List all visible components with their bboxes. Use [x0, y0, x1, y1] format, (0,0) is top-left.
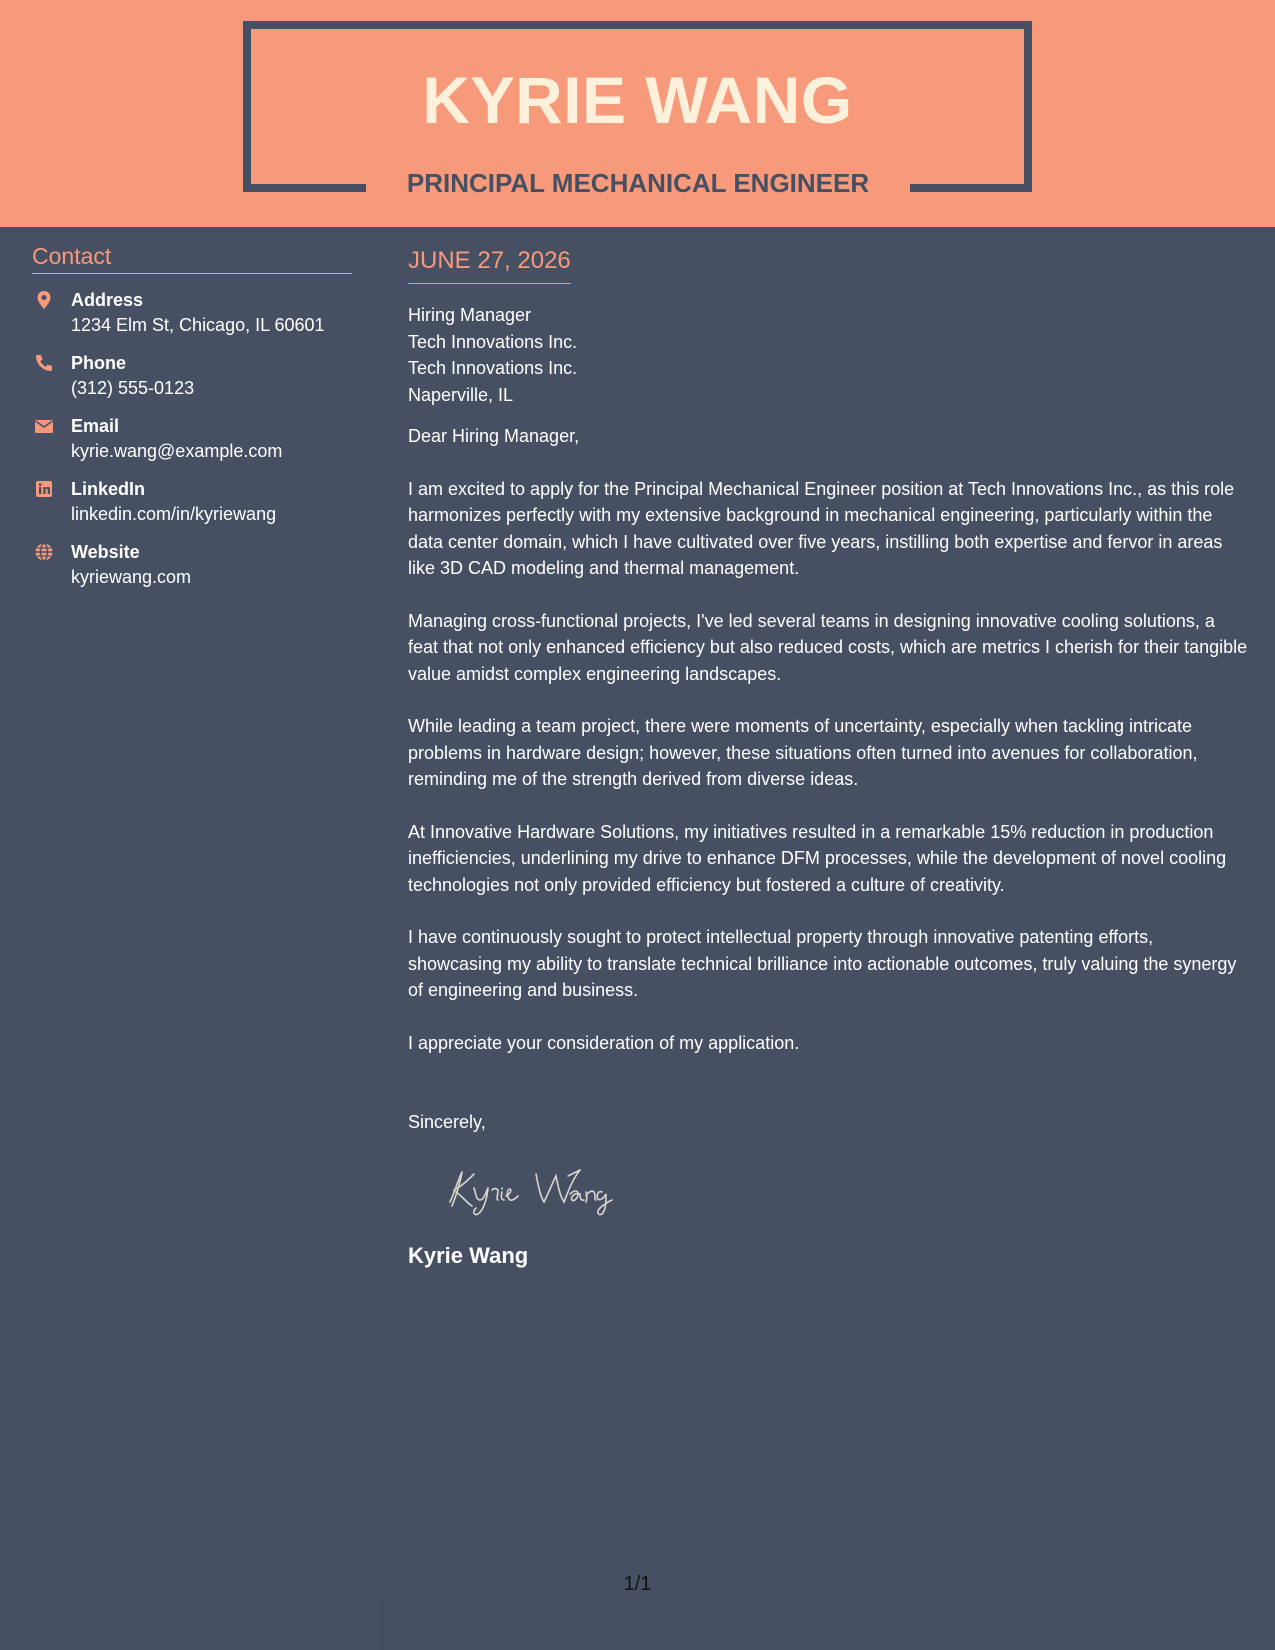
contact-list — [32, 288, 352, 603]
contact-value[interactable]: kyriewang.com — [71, 567, 192, 587]
contact-item-phone — [32, 351, 352, 414]
linkedin-icon — [34, 479, 54, 499]
title-frame-bottom-left — [243, 184, 366, 192]
applicant-name: KYRIE WANG — [422, 63, 853, 137]
body-paragraph: Managing cross-functional projects, I've led several teams in designing innovative cooling solutions, a feat that not only enhanced efficiency but also reduced costs, which are metrics I cherish for their tangible value amidst complex engineering landscapes. — [408, 610, 1248, 684]
contact-value: (312) 555-0123 — [71, 378, 195, 398]
page-divider — [382, 1600, 383, 1650]
closing: Sincerely, — [408, 1112, 486, 1132]
envelope-icon — [34, 416, 54, 436]
contact-value[interactable]: linkedin.com/in/kyriewang — [71, 504, 277, 524]
title-frame-bottom-right — [910, 184, 1032, 192]
page-indicator: 1/1 — [623, 1573, 652, 1595]
salutation: Dear Hiring Manager, — [408, 426, 580, 446]
handwritten-signature — [440, 1158, 640, 1218]
contact-label: LinkedIn — [71, 479, 146, 499]
body-paragraph: I am excited to apply for the Principal Mechanical Engineer position at Tech Innovations Inc., as this role harmonizes perfectly with my extensive background in mechanical engineering, particularly within the data center domain, which I have cultivated over five years, instilling both expertise and fervor in areas like 3D CAD modeling and thermal management. — [408, 478, 1235, 578]
body-paragraph: While leading a team project, there were moments of uncertainty, especially when tackling intricate problems in hardware design; however, these situations often turned into avenues for collaboration, reminding me of the strength derived from diverse ideas. — [408, 716, 1198, 789]
contact-label: Phone — [71, 353, 127, 373]
contact-sidebar — [32, 240, 352, 603]
body-paragraph: At Innovative Hardware Solutions, my initiatives resulted in a remarkable 15% reduction in production inefficiencies, underlining my drive to enhance DFM processes, while the development of novel cooling technologies not only provided efficiency but fostered a culture of creativity. — [408, 821, 1227, 895]
contact-label: Address — [71, 290, 144, 310]
body-paragraph: I have continuously sought to protect intellectual property through innovative patenting efforts, showcasing my ability to translate technical brilliance into actionable outcomes, truly valuing the synergy of engineering and business. — [408, 927, 1237, 1000]
contact-value[interactable]: kyrie.wang@example.com — [71, 441, 283, 461]
contact-value: 1234 Elm St, Chicago, IL 60601 — [71, 315, 325, 335]
job-title: PRINCIPAL MECHANICAL ENGINEER — [406, 168, 870, 198]
contact-item-address — [32, 288, 352, 351]
body-paragraph: I appreciate your consideration of my application. — [408, 1032, 800, 1053]
letter-body — [408, 244, 1248, 1271]
recipient-line: Tech Innovations Inc. — [408, 358, 578, 378]
recipient-line: Naperville, IL — [408, 384, 514, 405]
recipient-line: Hiring Manager — [408, 305, 532, 325]
contact-item-website — [32, 540, 352, 603]
contact-item-linkedin — [32, 477, 352, 540]
contact-item-email — [32, 414, 352, 477]
globe-icon — [34, 542, 54, 562]
recipient-block — [408, 302, 1248, 408]
phone-icon — [34, 353, 54, 373]
signer-name: Kyrie Wang — [408, 1242, 529, 1268]
contact-heading: Contact — [32, 240, 352, 274]
recipient-line: Tech Innovations Inc. — [408, 331, 578, 352]
map-pin-icon — [34, 290, 54, 310]
contact-label: Website — [71, 542, 140, 562]
letter-date: JUNE 27, 2026 — [408, 244, 571, 284]
contact-label: Email — [71, 416, 120, 436]
